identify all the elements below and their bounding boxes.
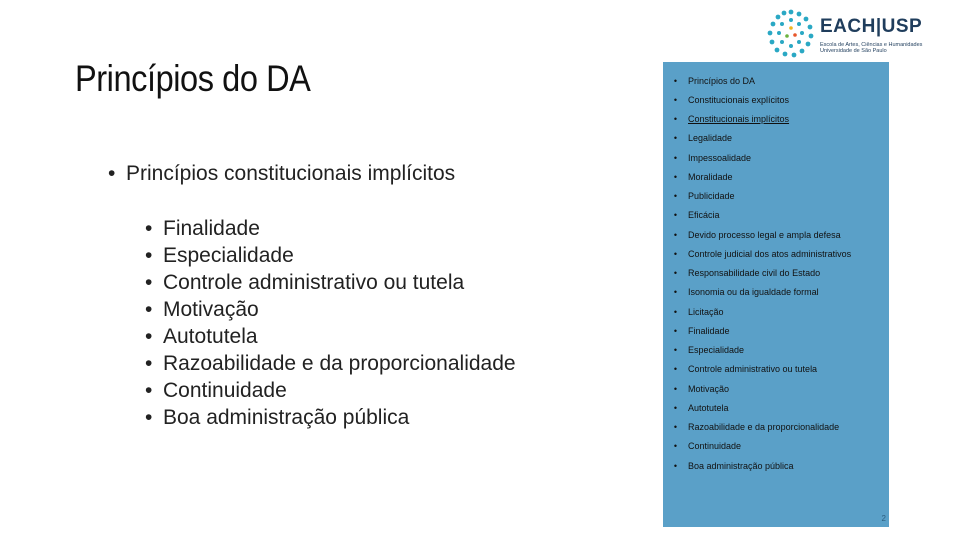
outline-item[interactable] — [663, 71, 889, 90]
bullet-icon: • — [145, 352, 153, 375]
bullet-icon: • — [673, 114, 678, 125]
bullet-icon: • — [145, 325, 153, 348]
outline-item[interactable] — [663, 206, 889, 225]
each-usp-logo-icon — [763, 6, 819, 62]
bullet-icon: • — [145, 244, 153, 267]
outline-item-label: Isonomia ou da igualdade formal — [688, 287, 819, 298]
outline-item[interactable] — [663, 398, 889, 417]
outline-item-label: Moralidade — [688, 171, 733, 182]
bullet-icon: • — [673, 364, 678, 375]
outline-item-label: Impessoalidade — [688, 152, 752, 163]
bullet-icon: • — [145, 406, 153, 429]
sub-bullet — [145, 377, 516, 404]
outline-item-label: Motivação — [688, 383, 730, 394]
outline-item[interactable] — [663, 167, 889, 186]
outline-item[interactable] — [663, 129, 889, 148]
outline-item-label: Especialidade — [688, 345, 745, 356]
main-bullet-text: Princípios constitucionais implícitos — [126, 162, 456, 185]
outline-item-label: Princípios do DA — [688, 75, 756, 86]
bullet-icon: • — [673, 133, 678, 144]
outline-item-label: Legalidade — [688, 133, 733, 144]
outline-item-label: Autotutela — [688, 402, 729, 413]
outline-item-label: Devido processo legal e ampla defesa — [688, 229, 841, 240]
bullet-icon: • — [673, 210, 678, 221]
outline-item-label: Continuidade — [688, 441, 742, 452]
sub-bullet — [145, 215, 516, 242]
bullet-icon: • — [673, 422, 678, 433]
logo-subtitle-line2: Universidade de São Paulo — [820, 48, 887, 54]
outline-item-label: Responsabilidade civil do Estado — [688, 268, 821, 279]
sub-bullet-text: Razoabilidade e da proporcionalidade — [163, 352, 516, 375]
outline-item[interactable] — [663, 225, 889, 244]
outline-item[interactable] — [663, 456, 889, 475]
outline-item-label: Razoabilidade e da proporcionalidade — [688, 422, 840, 433]
bullet-icon: • — [673, 191, 678, 202]
bullet-icon: • — [673, 325, 678, 336]
outline-item[interactable] — [663, 244, 889, 263]
bullet-icon: • — [145, 271, 153, 294]
outline-item-label: Constitucionais implícitos — [688, 114, 790, 125]
each-usp-logo — [763, 6, 943, 62]
outline-item-label: Finalidade — [688, 325, 730, 336]
outline-list — [663, 71, 889, 475]
sub-bullet — [145, 350, 516, 377]
sub-bullet — [145, 323, 516, 350]
bullet-icon: • — [673, 94, 678, 105]
bullet-icon: • — [673, 75, 678, 86]
sub-bullet-text: Boa administração pública — [163, 406, 410, 429]
sub-bullet-text: Autotutela — [163, 325, 258, 348]
logo-subtitle-line1: Escola de Artes, Ciências e Humanidades — [820, 42, 923, 48]
outline-item-label: Boa administração pública — [688, 460, 794, 471]
outline-item-label: Licitação — [688, 306, 724, 317]
outline-item[interactable] — [663, 264, 889, 283]
outline-item[interactable] — [663, 187, 889, 206]
outline-item[interactable] — [663, 418, 889, 437]
outline-item[interactable] — [663, 437, 889, 456]
sub-bullet-text: Continuidade — [163, 379, 287, 402]
outline-item-label: Controle judicial dos atos administrativos — [688, 248, 852, 259]
bullet-icon: • — [673, 383, 678, 394]
bullet-icon: • — [108, 162, 116, 185]
sub-bullet-text: Motivação — [163, 298, 259, 321]
bullet-icon: • — [673, 268, 678, 279]
outline-panel — [663, 62, 889, 527]
outline-item-label: Controle administrativo ou tutela — [688, 364, 818, 375]
outline-item[interactable] — [663, 341, 889, 360]
bullet-icon: • — [673, 248, 678, 259]
bullet-icon: • — [673, 287, 678, 298]
main-bullet — [108, 162, 455, 186]
sub-bullet — [145, 269, 516, 296]
outline-item-label: Publicidade — [688, 191, 735, 202]
sub-bullet — [145, 404, 516, 431]
logo-name: EACH|USP — [820, 16, 923, 37]
bullet-icon: • — [145, 298, 153, 321]
sub-bullet — [145, 296, 516, 323]
bullet-icon: • — [673, 402, 678, 413]
bullet-icon: • — [673, 306, 678, 317]
outline-item-label: Eficácia — [688, 210, 720, 221]
outline-item[interactable] — [663, 148, 889, 167]
bullet-icon: • — [673, 345, 678, 356]
outline-item[interactable] — [663, 321, 889, 340]
outline-item-active[interactable] — [663, 110, 889, 129]
bullet-icon: • — [145, 217, 153, 240]
slide-title: Princípios do DA — [75, 58, 311, 99]
sub-bullet-list — [145, 215, 516, 431]
bullet-icon: • — [673, 171, 678, 182]
logo-subtitle — [820, 42, 945, 54]
outline-item[interactable] — [663, 283, 889, 302]
bullet-icon: • — [673, 460, 678, 471]
sub-bullet-text: Especialidade — [163, 244, 294, 267]
outline-item[interactable] — [663, 90, 889, 109]
bullet-icon: • — [673, 441, 678, 452]
sub-bullet — [145, 242, 516, 269]
sub-bullet-text: Finalidade — [163, 217, 260, 240]
bullet-icon: • — [145, 379, 153, 402]
bullet-icon: • — [673, 152, 678, 163]
outline-item-label: Constitucionais explícitos — [688, 94, 790, 105]
bullet-icon: • — [673, 229, 678, 240]
outline-item[interactable] — [663, 379, 889, 398]
page-number: 2 — [881, 514, 886, 523]
outline-item[interactable] — [663, 302, 889, 321]
sub-bullet-text: Controle administrativo ou tutela — [163, 271, 465, 294]
outline-item[interactable] — [663, 360, 889, 379]
